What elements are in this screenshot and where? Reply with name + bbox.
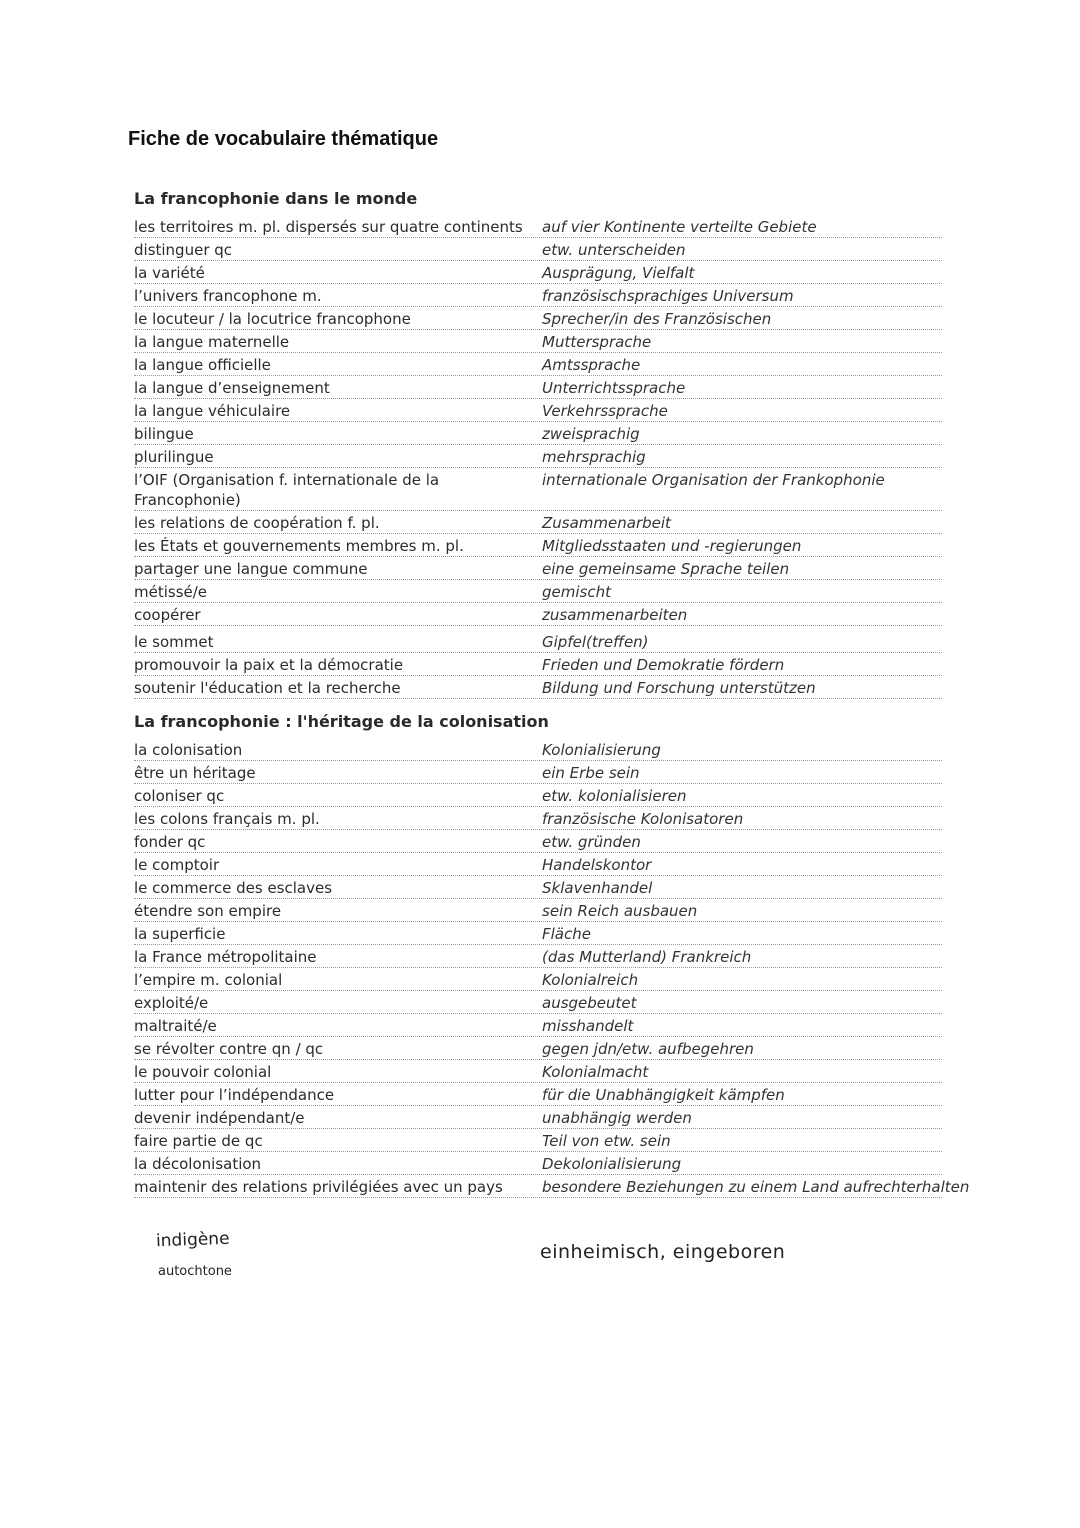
french-term: les territoires m. pl. dispersés sur quatre continents [134, 218, 523, 236]
french-term: promouvoir la paix et la démocratie [134, 656, 404, 674]
french-term: le comptoir [134, 856, 220, 874]
french-term: étendre son empire [134, 902, 282, 920]
french-term: coopérer [134, 606, 201, 624]
german-translation: Muttersprache [542, 333, 652, 351]
vocab-row [134, 331, 942, 353]
vocab-row [134, 631, 942, 653]
german-translation: (das Mutterland) Frankreich [542, 948, 752, 966]
german-translation: Fläche [542, 925, 591, 943]
french-term: distinguer qc [134, 241, 233, 259]
german-translation: Ausprägung, Vielfalt [542, 264, 695, 282]
vocab-row [134, 308, 942, 330]
french-term: la langue véhiculaire [134, 402, 291, 420]
french-term: lutter pour l’indépendance [134, 1086, 335, 1104]
vocab-row [134, 239, 942, 261]
handwritten-french-term: indigène [155, 1228, 230, 1252]
french-term: maintenir des relations privilégiées avec un pays [134, 1178, 503, 1196]
german-translation: gegen jdn/etw. aufbegehren [542, 1040, 754, 1058]
section-francophonie-monde [134, 186, 942, 700]
vocab-row [134, 992, 942, 1014]
german-translation: mehrsprachig [542, 448, 646, 466]
vocab-row [134, 446, 942, 468]
french-term: coloniser qc [134, 787, 225, 805]
german-translation: misshandelt [542, 1017, 634, 1035]
vocab-row [134, 831, 942, 853]
french-term: les États et gouvernements membres m. pl. [134, 537, 464, 555]
french-term: être un héritage [134, 764, 256, 782]
vocab-row [134, 354, 942, 376]
vocab-row [134, 808, 942, 830]
french-term: la superficie [134, 925, 226, 943]
german-translation: Unterrichtssprache [542, 379, 686, 397]
french-term: la langue maternelle [134, 333, 290, 351]
german-translation: etw. unterscheiden [542, 241, 686, 259]
german-translation: Sklavenhandel [542, 879, 653, 897]
german-translation: Sprecher/in des Französischen [542, 310, 772, 328]
german-translation: Handelskontor [542, 856, 652, 874]
german-translation: zusammenarbeiten [542, 606, 688, 624]
german-translation: sein Reich ausbauen [542, 902, 698, 920]
german-translation: Frieden und Demokratie fördern [542, 656, 785, 674]
vocab-row [134, 877, 942, 899]
section-heritage-colonisation [134, 709, 970, 1199]
vocab-row [134, 762, 942, 784]
french-term: plurilingue [134, 448, 214, 466]
german-translation: etw. kolonialisieren [542, 787, 687, 805]
french-term: le commerce des esclaves [134, 879, 333, 897]
vocab-row [134, 854, 942, 876]
german-translation: ausgebeutet [542, 994, 637, 1012]
german-translation: Gipfel(treffen) [542, 633, 649, 651]
french-term: partager une langue commune [134, 560, 368, 578]
french-term: la France métropolitaine [134, 948, 317, 966]
french-term: devenir indépendant/e [134, 1109, 305, 1127]
german-translation: besondere Beziehungen zu einem Land aufrechterhalten [542, 1178, 970, 1196]
vocab-row [134, 400, 942, 422]
german-translation: unabhängig werden [542, 1109, 692, 1127]
german-translation: Kolonialisierung [542, 741, 661, 759]
vocab-row [134, 377, 942, 399]
vocab-row [134, 1061, 942, 1083]
german-translation: eine gemeinsame Sprache teilen [542, 560, 790, 578]
french-term: le locuteur / la locutrice francophone [134, 310, 411, 328]
german-translation: französische Kolonisatoren [542, 810, 744, 828]
vocab-row [134, 677, 942, 699]
german-translation: Kolonialmacht [542, 1063, 649, 1081]
german-translation: ein Erbe sein [542, 764, 640, 782]
german-translation: Dekolonialisierung [542, 1155, 682, 1173]
vocab-row [134, 581, 942, 603]
vocab-row [134, 923, 942, 945]
vocab-row [134, 654, 942, 676]
french-term: maltraité/e [134, 1017, 217, 1035]
french-term: la variété [134, 264, 205, 282]
german-translation: Verkehrssprache [542, 402, 668, 420]
page-title: Fiche de vocabulaire thématique [128, 128, 439, 150]
handwritten-french-term-alt: autochtone [158, 1264, 232, 1279]
vocab-row [134, 969, 942, 991]
section-title: La francophonie dans le monde [134, 189, 418, 208]
french-term: l’empire m. colonial [134, 971, 283, 989]
french-term: le pouvoir colonial [134, 1063, 272, 1081]
vocab-row [134, 512, 942, 534]
german-translation: Zusammenarbeit [542, 514, 671, 532]
french-term: le sommet [134, 633, 214, 651]
vocab-row [134, 1015, 942, 1037]
vocab-row [134, 1038, 942, 1060]
french-term: exploité/e [134, 994, 209, 1012]
french-term: les relations de coopération f. pl. [134, 514, 380, 532]
vocab-row [134, 1153, 942, 1175]
german-translation: Teil von etw. sein [542, 1132, 671, 1150]
german-translation: für die Unabhängigkeit kämpfen [542, 1086, 785, 1104]
vocab-row [134, 900, 942, 922]
french-term: fonder qc [134, 833, 206, 851]
vocab-row [134, 535, 942, 557]
vocab-row [134, 1084, 942, 1106]
french-term: la langue d’enseignement [134, 379, 330, 397]
german-translation: gemischt [542, 583, 611, 601]
german-translation: etw. gründen [542, 833, 641, 851]
german-translation: Mitgliedsstaaten und -regierungen [542, 537, 802, 555]
vocab-row [134, 739, 942, 761]
vocab-row [134, 785, 942, 807]
german-translation: französischsprachiges Universum [542, 287, 794, 305]
vocab-row [134, 469, 942, 511]
french-term: métissé/e [134, 583, 208, 601]
french-term: bilingue [134, 425, 194, 443]
french-term: la langue officielle [134, 356, 271, 374]
vocab-row [134, 262, 942, 284]
vocab-row [134, 1130, 942, 1152]
french-term: soutenir l'éducation et la recherche [134, 679, 401, 697]
section-title: La francophonie : l'héritage de la colonisation [134, 712, 549, 731]
french-term: l’OIF (Organisation f. internationale de la Francophonie) [134, 471, 440, 509]
german-translation: zweisprachig [542, 425, 640, 443]
vocab-row [134, 558, 942, 580]
french-term: les colons français m. pl. [134, 810, 320, 828]
vocab-row [134, 216, 942, 238]
vocab-row [134, 604, 942, 626]
german-translation: internationale Organisation der Frankophonie [542, 471, 885, 489]
german-translation: Kolonialreich [542, 971, 639, 989]
german-translation: Bildung und Forschung unterstützen [542, 679, 816, 697]
vocab-row [134, 1176, 970, 1198]
german-translation: auf vier Kontinente verteilte Gebiete [542, 218, 817, 236]
french-term: l’univers francophone m. [134, 287, 322, 305]
vocab-row [134, 423, 942, 445]
german-translation: Amtssprache [542, 356, 641, 374]
vocab-row [134, 285, 942, 307]
french-term: la colonisation [134, 741, 243, 759]
french-term: la décolonisation [134, 1155, 262, 1173]
vocab-row [134, 1107, 942, 1129]
french-term: se révolter contre qn / qc [134, 1040, 324, 1058]
french-term: faire partie de qc [134, 1132, 263, 1150]
handwritten-german-translation: einheimisch, eingeboren [540, 1241, 786, 1263]
vocab-row [134, 946, 942, 968]
